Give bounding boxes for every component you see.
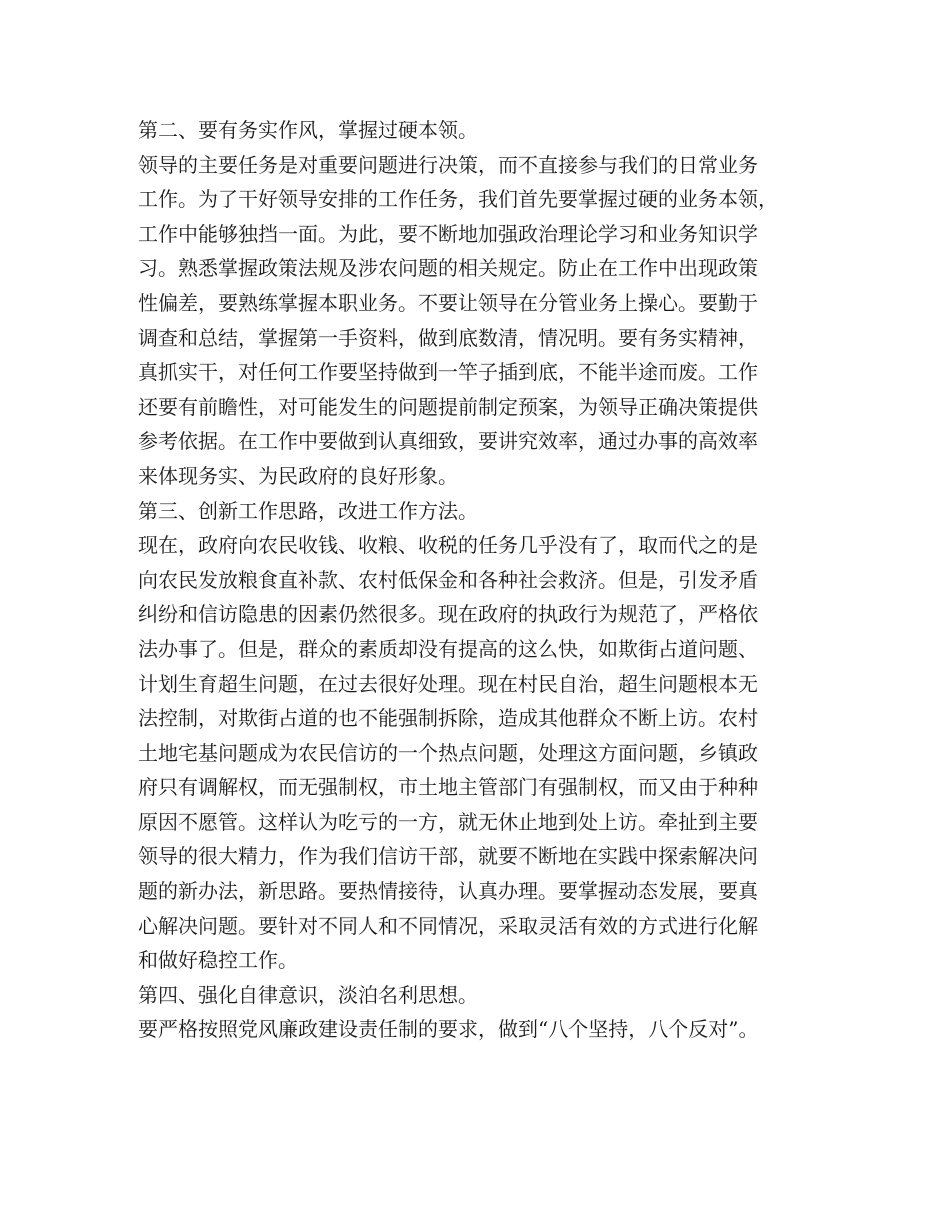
text-line: 法办事了。但是，群众的素质却没有提高的这么快，如欺街占道问题、 xyxy=(138,636,758,661)
heading-line: 第四、强化自律意识，淡泊名利思想。 xyxy=(138,982,478,1007)
text-line: 来体现务实、为民政府的良好形象。 xyxy=(138,463,458,488)
text-line: 还要有前瞻性，对可能发生的问题提前制定预案，为领导正确决策提供 xyxy=(138,394,758,419)
text-line: 现在，政府向农民收钱、收粮、收税的任务几乎没有了，取而代之的是 xyxy=(138,533,758,558)
text-line: 题的新办法，新思路。要热情接待，认真办理。要掌握动态发展，要真 xyxy=(138,879,758,904)
text-line: 要严格按照党风廉政建设责任制的要求，做到“八个坚持，八个反对”。 xyxy=(138,1017,759,1042)
heading-line: 第二、要有务实作风，掌握过硬本领。 xyxy=(138,118,478,142)
text-line: 性偏差，要熟练掌握本职业务。不要让领导在分管业务上操心。要勤于 xyxy=(138,290,758,315)
text-line: 工作中能够独挡一面。为此，要不断地加强政治理论学习和业务知识学 xyxy=(138,221,758,246)
text-line: 心解决问题。要针对不同人和不同情况，采取灵活有效的方式进行化解 xyxy=(138,913,758,938)
text-line: 法控制，对欺街占道的也不能强制拆除，造成其他群众不断上访。农村 xyxy=(138,706,758,731)
text-line: 习。熟悉掌握政策法规及涉农问题的相关规定。防止在工作中出现政策 xyxy=(138,256,758,281)
text-line: 府只有调解权，而无强制权，市土地主管部门有强制权，而又由于种种 xyxy=(138,775,758,800)
text-line: 领导的很大精力，作为我们信访干部，就要不断地在实践中探索解决问 xyxy=(138,844,758,869)
text-line: 计划生育超生问题，在过去很好处理。现在村民自治，超生问题根本无 xyxy=(138,671,758,696)
text-line: 和做好稳控工作。 xyxy=(138,948,298,973)
text-line: 向农民发放粮食直补款、农村低保金和各种社会救济。但是，引发矛盾 xyxy=(138,567,758,592)
text-line: 领导的主要任务是对重要问题进行决策，而不直接参与我们的日常业务 xyxy=(138,152,758,177)
text-line: 原因不愿管。这样认为吃亏的一方，就无休止地到处上访。牵扯到主要 xyxy=(138,809,758,834)
body-text xyxy=(138,113,838,1047)
text-line: 调查和总结，掌握第一手资料，做到底数清，情况明。要有务实精神， xyxy=(138,325,758,350)
heading-line: 第三、创新工作思路，改进工作方法。 xyxy=(138,498,478,523)
text-line: 纠纷和信访隐患的因素仍然很多。现在政府的执政行为规范了，严格依 xyxy=(138,602,758,627)
text-line: 真抓实干，对任何工作要坚持做到一竿子插到底，不能半途而废。工作 xyxy=(138,360,758,385)
text-line: 土地宅基问题成为农民信访的一个热点问题，处理这方面问题，乡镇政 xyxy=(138,740,758,765)
text-line: 参考依据。在工作中要做到认真细致，要讲究效率，通过办事的高效率 xyxy=(138,429,758,454)
text-line: 工作。为了干好领导安排的工作任务，我们首先要掌握过硬的业务本领， xyxy=(138,187,778,212)
